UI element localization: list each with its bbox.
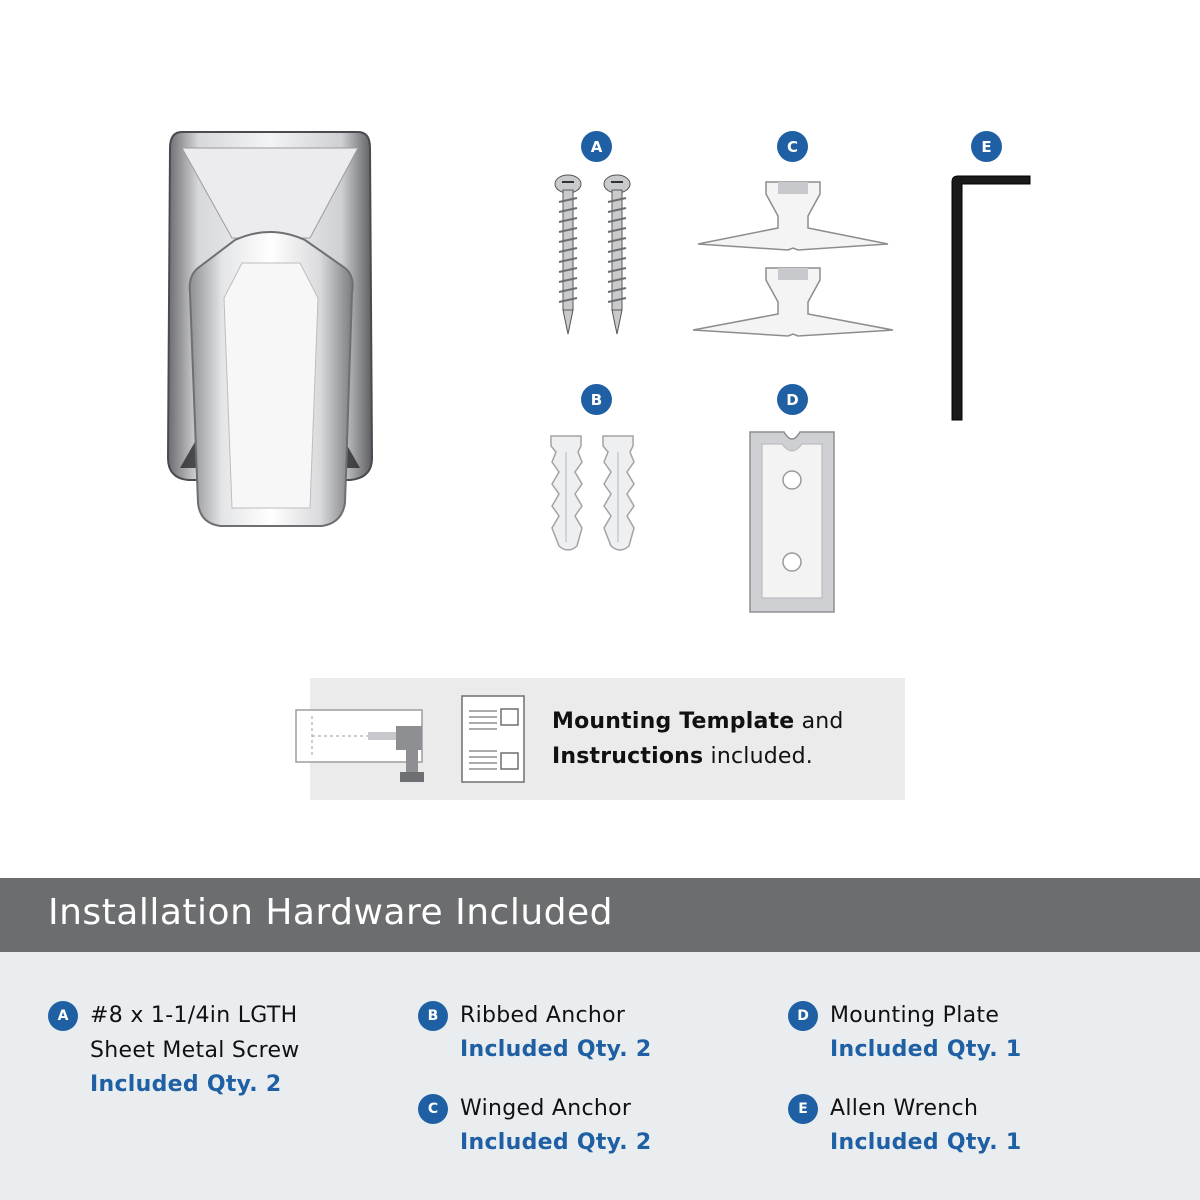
mounting-plate-image xyxy=(746,428,838,618)
item-a-quantity: Included Qty. 2 xyxy=(90,1072,282,1097)
item-c-quantity: Included Qty. 2 xyxy=(460,1130,652,1155)
item-e-badge: E xyxy=(788,1094,818,1124)
badge-c: C xyxy=(777,131,808,162)
item-e-quantity: Included Qty. 1 xyxy=(830,1130,1022,1155)
badge-a: A xyxy=(581,131,612,162)
drill-template-icon xyxy=(294,708,426,784)
badge-b: B xyxy=(581,384,612,415)
allen-wrench-image xyxy=(940,172,1036,426)
item-a-badge: A xyxy=(48,1001,78,1031)
winged-anchors-image xyxy=(688,176,898,342)
item-b-quantity: Included Qty. 2 xyxy=(460,1037,652,1062)
item-d-name: Mounting Plate xyxy=(830,1003,1000,1028)
item-b-name: Ribbed Anchor xyxy=(460,1003,626,1028)
badge-d: D xyxy=(777,384,808,415)
note-mounting-template: Mounting Template xyxy=(552,709,795,734)
item-e-name: Allen Wrench xyxy=(830,1096,979,1121)
badge-e: E xyxy=(971,131,1002,162)
item-c-name: Winged Anchor xyxy=(460,1096,632,1121)
item-d-badge: D xyxy=(788,1001,818,1031)
item-b-badge: B xyxy=(418,1001,448,1031)
item-c-badge: C xyxy=(418,1094,448,1124)
item-a-name-line2: Sheet Metal Screw xyxy=(90,1038,300,1063)
section-title: Installation Hardware Included xyxy=(48,892,613,933)
sheet-metal-screws-image xyxy=(545,172,645,342)
ribbed-anchors-image xyxy=(545,432,645,556)
template-instructions-text xyxy=(552,704,844,774)
handle-product-image xyxy=(160,128,380,548)
note-and: and xyxy=(794,709,844,734)
note-instructions: Instructions xyxy=(552,744,704,769)
item-d-quantity: Included Qty. 1 xyxy=(830,1037,1022,1062)
item-a-name-line1: #8 x 1-1/4in LGTH xyxy=(90,1003,298,1028)
instructions-document-icon xyxy=(461,695,525,783)
note-included: included. xyxy=(703,744,814,769)
